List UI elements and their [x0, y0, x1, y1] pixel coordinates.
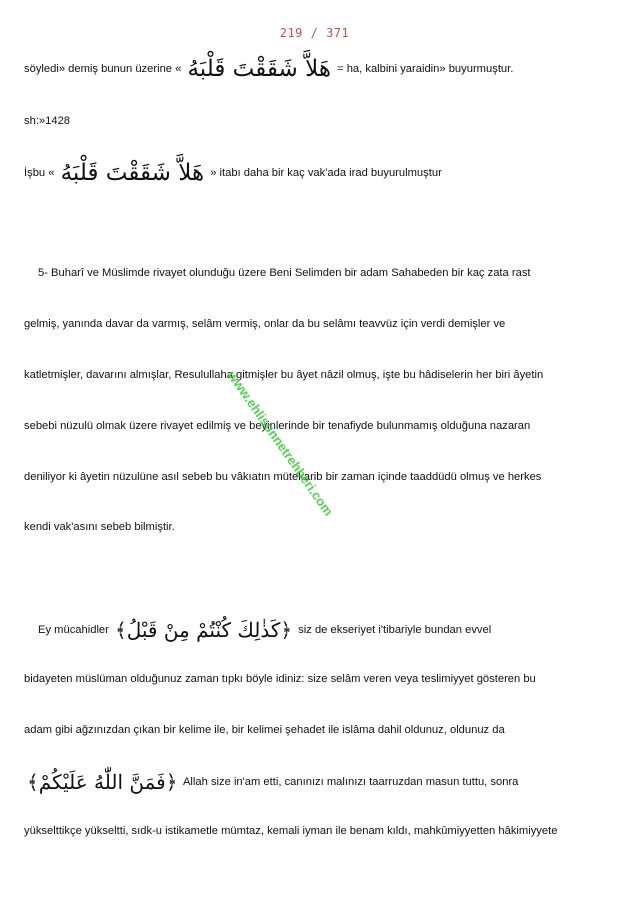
quran-verse: ﴿كَذٰلِكَ كُنْتُمْ مِنْ قَبْلُ﴾ — [115, 618, 293, 642]
text-segment: siz de ekseriyet i'tibariyle bundan evvel — [298, 623, 492, 636]
quran-verse: ﴿فَمَنَّ اللّٰهُ عَلَيْكُمْ﴾ — [27, 770, 178, 794]
text-line-1 — [24, 56, 513, 82]
text-segment: = ha, kalbini yaraidin» buyurmuştur. — [337, 62, 514, 75]
paragraph-line: adam gibi ağzınızdan çıkan bir kelime ile, bir kelimei şehadet ile islâma dahil oldunuz, oldunuz da — [24, 724, 505, 736]
arabic-phrase: هَلاَّ شَقَقْتَ قَلْبَهُ — [187, 56, 331, 82]
watermark-link: www.ehlisunnetrehberi.com — [224, 368, 337, 519]
paragraph-line: kendi vak'asını sebeb bilmiştir. — [24, 521, 175, 533]
arabic-phrase: هَلاَّ شَقَقْتَ قَلْبَهُ — [60, 160, 205, 186]
page-number: 219 / 371 — [279, 26, 350, 40]
text-line-3 — [24, 160, 442, 186]
text-segment: Allah size in'am etti, canınızı malınızı taarruzdan masun tuttu, sonra — [182, 775, 519, 788]
paragraph-line: katletmişler, davarını almışlar, Resulullaha gitmişler bu âyet nâzil olmuş, işte bu hâdiselerin her biri âyetin — [24, 369, 544, 381]
paragraph-line: sebebi nüzulü olmak üzere rivayet edilmiş ve beyinlerinde bir tenafiyde bulunmamış olduğuna nazaran — [24, 420, 531, 432]
text-line-quran-2 — [24, 769, 518, 795]
paragraph-line: gelmiş, yanında davar da varmış, selâm vermiş, onlar da bu selâmı teavvüz için verdi demişler ve — [24, 318, 506, 330]
text-segment: » itabı daha bir kaç vak'ada irad buyurulmuştur — [210, 166, 442, 179]
text-line-quran-1 — [38, 617, 491, 643]
text-line-2: sh:»1428 — [24, 115, 71, 127]
paragraph-line: deniliyor ki âyetin nüzulüne asıl sebeb bu vâkıatın mütekarib bir zaman içinde taaddüdü olmuş ve herkes — [24, 471, 542, 483]
paragraph-line: bidayeten müslüman olduğunuz zaman tıpkı böyle idiniz: size selâm veren veya teslimiyyet gösteren bu — [24, 673, 536, 685]
text-segment: söyledi» demiş bunun üzerine « — [24, 62, 182, 75]
paragraph-line: yükselttikçe yükseltti, sıdk-u istikametle mümtaz, kemali iyman ile benam kıldı, mahkûmiyyetten hâkimiyyete — [24, 825, 558, 837]
text-segment: İşbu « — [24, 166, 55, 179]
paragraph-line: 5- Buharî ve Müslimde rivayet olunduğu üzere Beni Selimden bir adam Sahabeden bir kaç zata rast — [38, 267, 531, 279]
text-segment: Ey mücahidler — [38, 623, 109, 636]
